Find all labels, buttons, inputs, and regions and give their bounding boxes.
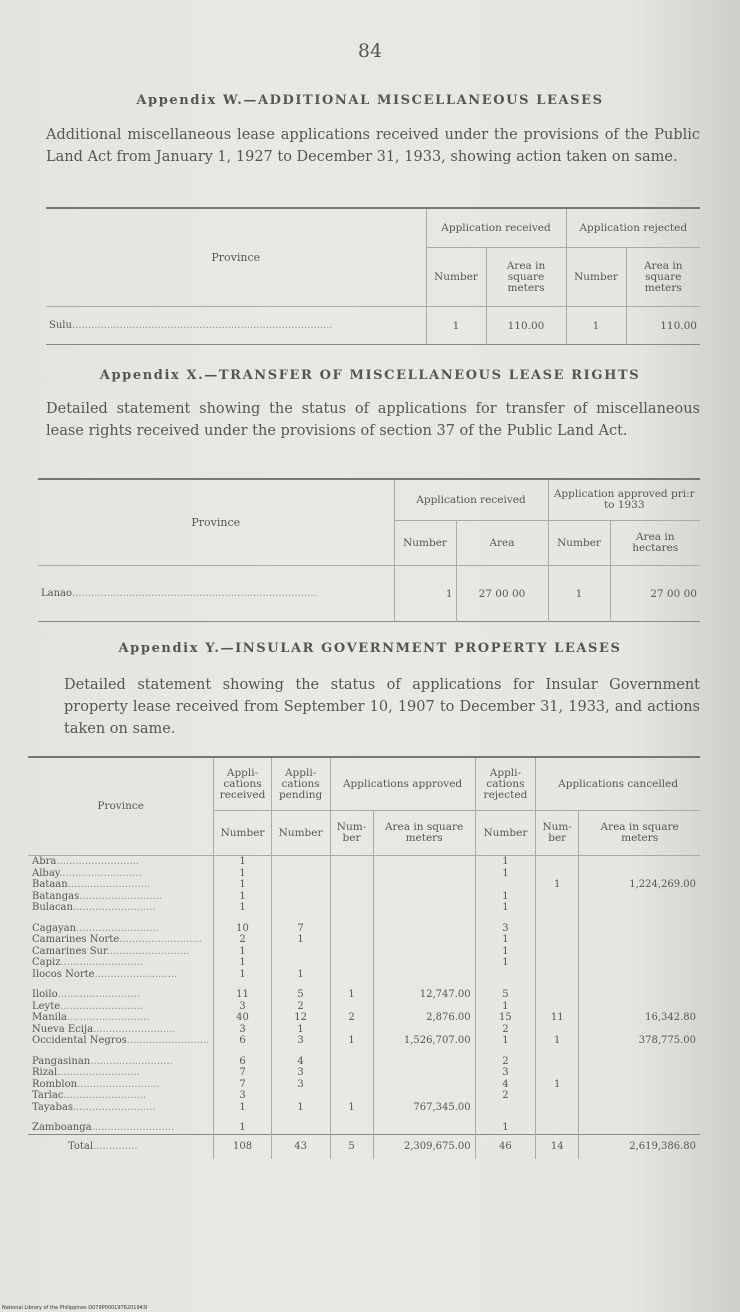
table-row xyxy=(28,946,700,958)
header-received: Application received xyxy=(426,208,566,248)
cell-value: 3 xyxy=(271,1035,330,1047)
cell-value: 2 xyxy=(330,1012,373,1024)
province-cell: Abra.......................... xyxy=(32,856,140,867)
cell-value xyxy=(271,891,330,903)
cell-value: 1 xyxy=(214,1122,271,1134)
total-row xyxy=(28,1134,700,1159)
province-name: Capiz xyxy=(32,957,61,968)
cell-value xyxy=(271,1090,330,1102)
cell-value: 27 00 00 xyxy=(456,566,548,622)
cell-value: 2 xyxy=(214,934,271,946)
table-row: Sulu.................................................................................. 1 110.00 1 110.00 xyxy=(46,307,700,345)
cell-value: 3 xyxy=(271,1079,330,1091)
cell-value: 1 xyxy=(536,1035,579,1047)
province-cell: Iloilo.......................... xyxy=(32,989,141,1000)
cell-value xyxy=(579,1090,700,1102)
cell-value: 1 xyxy=(536,1079,579,1091)
cell-value: 2 xyxy=(475,1056,536,1068)
cell-value xyxy=(271,856,330,868)
cell-value xyxy=(579,1122,700,1134)
province-cell: Albay.......................... xyxy=(32,867,142,879)
table-row xyxy=(28,957,700,969)
cell-value xyxy=(579,957,700,969)
header-province: Province xyxy=(97,800,144,812)
cell-value: 1 xyxy=(475,934,536,946)
cell-value: 1 xyxy=(214,891,271,903)
province-name: Sulu xyxy=(49,320,72,331)
appendix-y-description: Detailed statement showing the status of applications for Insular Government property lease received from September 10, 1907 to December 31, 1933, and actions taken on same. xyxy=(64,677,700,737)
cell-value: 2,876.00 xyxy=(373,1012,475,1024)
province-cell: Occidental Negros.......................... xyxy=(32,1035,210,1046)
cell-value xyxy=(330,1122,373,1134)
cell-value: 1 xyxy=(475,1122,536,1134)
cell-value xyxy=(579,856,700,868)
group-spacer xyxy=(28,980,700,989)
province-cell: Nueva Ecija.......................... xyxy=(32,1023,176,1035)
cell-value xyxy=(373,856,475,868)
table-row xyxy=(28,1001,700,1013)
province-cell: Capiz.......................... xyxy=(32,957,144,968)
cell-value xyxy=(271,902,330,914)
table-row: Lanao............................................................................. 1 27 00 00 1 27 00 00 xyxy=(38,566,700,622)
appendix-x-description: Detailed statement showing the status of applications for transfer of miscellaneous lease rights received under the provisions of section 37 of the Public Land Act. xyxy=(46,401,700,439)
cell-value: 1 xyxy=(214,946,271,958)
cell-value xyxy=(330,891,373,903)
cell-value xyxy=(373,1001,475,1013)
appendix-w-table xyxy=(46,207,700,345)
cell-value: 1 xyxy=(475,868,536,880)
table-row xyxy=(28,891,700,903)
cell-value xyxy=(330,923,373,935)
cell-value: 1 xyxy=(214,1102,271,1114)
cell-value: 3 xyxy=(214,1001,271,1013)
province-name: Abra xyxy=(32,856,57,867)
cell-value xyxy=(536,1056,579,1068)
cell-value xyxy=(579,891,700,903)
table-row xyxy=(28,1012,700,1024)
cell-value: 2 xyxy=(475,1090,536,1102)
header-pending: Appli- cations pending xyxy=(271,757,330,811)
cell-value xyxy=(271,1122,330,1134)
cell-value: 2,309,675.00 xyxy=(373,1134,475,1159)
cell-value: 40 xyxy=(214,1012,271,1024)
province-name: Occidental Negros xyxy=(32,1035,127,1046)
cell-value xyxy=(271,946,330,958)
province-name: Camarines Norte xyxy=(32,934,120,945)
cell-value: 11 xyxy=(536,1012,579,1024)
cell-value: 378,775.00 xyxy=(579,1035,700,1047)
cell-value xyxy=(330,879,373,891)
cell-value: 1 xyxy=(475,856,536,868)
cell-value: 1 xyxy=(330,989,373,1001)
cell-value: 767,345.00 xyxy=(373,1102,475,1114)
appendix-y-rows xyxy=(28,856,700,1159)
cell-value xyxy=(579,1024,700,1036)
table-row xyxy=(28,989,700,1001)
province-name: Rizal xyxy=(32,1067,58,1078)
cell-value xyxy=(536,1122,579,1134)
cell-value: 1 xyxy=(214,902,271,914)
cell-value: 108 xyxy=(214,1134,271,1159)
cell-value xyxy=(579,923,700,935)
table-row xyxy=(28,1024,700,1036)
cell-value xyxy=(475,969,536,981)
cell-value: 3 xyxy=(271,1067,330,1079)
header-num-ber: Num- ber xyxy=(536,811,579,856)
cell-value: 1 xyxy=(330,1102,373,1114)
group-spacer xyxy=(28,1047,700,1056)
table-row xyxy=(28,1035,700,1047)
header-number: Number xyxy=(475,811,536,856)
cell-value xyxy=(330,969,373,981)
page-number: 84 xyxy=(357,40,383,62)
cell-value xyxy=(536,957,579,969)
table-row xyxy=(28,1079,700,1091)
cell-value xyxy=(536,902,579,914)
province-cell: Bulacan.......................... xyxy=(32,902,156,913)
header-number: Number xyxy=(271,811,330,856)
header-number: Number xyxy=(426,248,486,307)
cell-value xyxy=(330,902,373,914)
appendix-w-description: Additional miscellaneous lease applications received under the provisions of the Public Land Act from January 1, 1927 to December 31, 1933, showing action taken on same. xyxy=(46,127,700,165)
province-name: Tarlac xyxy=(32,1090,64,1101)
group-spacer xyxy=(28,914,700,923)
province-cell: Tarlac.......................... xyxy=(32,1090,147,1101)
cell-value xyxy=(536,856,579,868)
header-province: Province xyxy=(191,516,241,529)
cell-value: 15 xyxy=(475,1012,536,1024)
province-cell: Bataan.......................... xyxy=(32,879,151,890)
cell-value: 1 xyxy=(566,307,626,345)
cell-value xyxy=(579,1102,700,1114)
cell-value: 110.00 xyxy=(486,307,566,345)
cell-value: 1 xyxy=(271,934,330,946)
cell-value xyxy=(579,1079,700,1091)
header-area-hectares: Area in hectares xyxy=(610,521,700,566)
cell-value xyxy=(373,1090,475,1102)
cell-value: 1 xyxy=(475,1035,536,1047)
header-rejected: Appli- cations rejected xyxy=(475,757,536,811)
province-cell: Leyte.......................... xyxy=(32,1000,143,1012)
province-cell: Camarines Sur.......................... xyxy=(32,945,190,957)
province-cell: Zamboanga.......................... xyxy=(32,1122,175,1133)
cell-value: 14 xyxy=(536,1134,579,1159)
cell-value: 1 xyxy=(475,957,536,969)
cell-value xyxy=(536,989,579,1001)
total-label-cell: Total.............. xyxy=(28,1134,214,1159)
header-number: Number xyxy=(566,248,626,307)
cell-value xyxy=(330,1001,373,1013)
province-name: Albay xyxy=(32,867,60,879)
cell-value: 3 xyxy=(475,923,536,935)
cell-value: 3 xyxy=(214,1090,271,1102)
province-name: Romblon xyxy=(32,1078,78,1090)
cell-value xyxy=(579,1001,700,1013)
header-area: Area xyxy=(456,521,548,566)
cell-value xyxy=(536,923,579,935)
cell-value xyxy=(536,868,579,880)
province-cell: Ilocos Norte.......................... xyxy=(32,968,178,980)
cell-value: 1 xyxy=(214,957,271,969)
cell-value: 1 xyxy=(548,566,610,622)
cell-value: 1 xyxy=(475,902,536,914)
header-province: Province xyxy=(211,251,261,264)
header-received: Application received xyxy=(394,479,548,521)
cell-value xyxy=(579,969,700,981)
cell-value xyxy=(475,879,536,891)
header-area: Area in square meters xyxy=(626,248,700,307)
cell-value xyxy=(373,1067,475,1079)
cell-value xyxy=(330,1067,373,1079)
cell-value: 7 xyxy=(214,1067,271,1079)
cell-value xyxy=(373,1079,475,1091)
province-name: Lanao xyxy=(41,588,72,599)
cell-value: 27 00 00 xyxy=(610,566,700,622)
cell-value: 1 xyxy=(426,307,486,345)
header-number: Number xyxy=(214,811,271,856)
cell-value xyxy=(579,946,700,958)
cell-value xyxy=(271,879,330,891)
cell-value xyxy=(330,1024,373,1036)
cell-value: 5 xyxy=(330,1134,373,1159)
header-num-ber: Num- ber xyxy=(330,811,373,856)
header-number: Number xyxy=(548,521,610,566)
table-row xyxy=(28,934,700,946)
province-name: Cagayan xyxy=(32,922,77,934)
cell-value: 12 xyxy=(271,1012,330,1024)
header-received: Appli- cations received xyxy=(214,757,271,811)
table-row xyxy=(28,1056,700,1068)
cell-value: 46 xyxy=(475,1134,536,1159)
province-cell: Cagayan.......................... xyxy=(32,922,159,934)
cell-value: 1 xyxy=(214,868,271,880)
header-area: Area in square meters xyxy=(373,811,475,856)
cell-value: 2 xyxy=(475,1024,536,1036)
footer-credit: National Library of the Philippines D079P0001976201943I xyxy=(2,1305,148,1311)
appendix-y-table xyxy=(28,756,700,1159)
cell-value xyxy=(475,1102,536,1114)
cell-value: 3 xyxy=(475,1067,536,1079)
cell-value: 1 xyxy=(214,856,271,868)
table-row xyxy=(28,868,700,880)
cell-value: 1 xyxy=(271,1102,330,1114)
cell-value xyxy=(373,923,475,935)
cell-value: 6 xyxy=(214,1035,271,1047)
table-row xyxy=(28,902,700,914)
cell-value xyxy=(536,934,579,946)
cell-value xyxy=(579,989,700,1001)
cell-value xyxy=(373,879,475,891)
cell-value xyxy=(330,868,373,880)
province-cell: Romblon.......................... xyxy=(32,1078,160,1090)
cell-value: 1 xyxy=(271,969,330,981)
cell-value xyxy=(330,934,373,946)
cell-value xyxy=(536,969,579,981)
cell-value: 16,342.80 xyxy=(579,1012,700,1024)
cell-value xyxy=(271,868,330,880)
cell-value xyxy=(330,1079,373,1091)
cell-value: 12,747.00 xyxy=(373,989,475,1001)
cell-value: 4 xyxy=(271,1056,330,1068)
table-row xyxy=(28,1067,700,1079)
cell-value xyxy=(373,1122,475,1134)
cell-value: 43 xyxy=(271,1134,330,1159)
province-name: Bulacan xyxy=(32,902,73,913)
cell-value: 2 xyxy=(271,1001,330,1013)
table-row xyxy=(28,923,700,935)
cell-value: 10 xyxy=(214,923,271,935)
cell-value xyxy=(330,1090,373,1102)
cell-value: 3 xyxy=(214,1024,271,1036)
cell-value xyxy=(536,1001,579,1013)
cell-value xyxy=(373,957,475,969)
cell-value xyxy=(373,902,475,914)
cell-value xyxy=(579,868,700,880)
cell-value: 7 xyxy=(271,923,330,935)
cell-value xyxy=(536,1024,579,1036)
cell-value xyxy=(373,868,475,880)
province-cell: Rizal.......................... xyxy=(32,1067,140,1078)
cell-value: 5 xyxy=(475,989,536,1001)
cell-value xyxy=(536,891,579,903)
cell-value: 1 xyxy=(475,946,536,958)
header-cancelled: Applications cancelled xyxy=(536,757,700,811)
province-cell: Pangasinan.......................... xyxy=(32,1055,173,1067)
table-row xyxy=(28,1102,700,1114)
table-row xyxy=(28,879,700,891)
province-name: Nueva Ecija xyxy=(32,1023,94,1035)
province-cell: Manila.......................... xyxy=(32,1012,150,1023)
appendix-w-title: Appendix W.—ADDITIONAL MISCELLANEOUS LEASES xyxy=(136,93,604,108)
header-area: Area in square meters xyxy=(486,248,566,307)
province-name: Iloilo xyxy=(32,989,58,1000)
province-cell: Camarines Norte.......................... xyxy=(32,934,202,945)
province-cell: Tayabas.......................... xyxy=(32,1101,156,1113)
cell-value: 1 xyxy=(536,879,579,891)
cell-value xyxy=(373,1024,475,1036)
province-name: Bataan xyxy=(32,879,68,890)
header-number: Number xyxy=(394,521,456,566)
table-row xyxy=(28,1090,700,1102)
province-name: Leyte xyxy=(32,1000,61,1012)
cell-value: 7 xyxy=(214,1079,271,1091)
cell-value xyxy=(271,957,330,969)
province-name: Ilocos Norte xyxy=(32,968,95,980)
province-cell: Batangas.......................... xyxy=(32,890,162,902)
cell-value: 1,224,269.00 xyxy=(579,879,700,891)
cell-value: 4 xyxy=(475,1079,536,1091)
total-label: Total xyxy=(68,1140,94,1152)
cell-value xyxy=(579,1056,700,1068)
cell-value xyxy=(373,934,475,946)
cell-value xyxy=(373,1056,475,1068)
cell-value: 11 xyxy=(214,989,271,1001)
appendix-x-title: Appendix X.—TRANSFER OF MISCELLANEOUS LEASE RIGHTS xyxy=(99,368,641,383)
cell-value xyxy=(330,1056,373,1068)
table-row xyxy=(28,856,700,868)
cell-value xyxy=(330,957,373,969)
header-rejected: Application rejected xyxy=(566,208,700,248)
cell-value xyxy=(536,1067,579,1079)
appendix-x-table xyxy=(38,478,700,622)
province-name: Batangas xyxy=(32,890,80,902)
cell-value xyxy=(330,946,373,958)
cell-value xyxy=(579,902,700,914)
cell-value xyxy=(536,1102,579,1114)
cell-value: 1 xyxy=(271,1024,330,1036)
cell-value: 5 xyxy=(271,989,330,1001)
cell-value xyxy=(579,1067,700,1079)
province-name: Pangasinan xyxy=(32,1055,91,1067)
province-name: Tayabas xyxy=(32,1101,73,1113)
cell-value: 2,619,386.80 xyxy=(579,1134,700,1159)
cell-value: 1 xyxy=(475,891,536,903)
cell-value: 1 xyxy=(475,1001,536,1013)
cell-value: 1 xyxy=(214,879,271,891)
cell-value xyxy=(536,946,579,958)
table-row xyxy=(28,1122,700,1134)
appendix-y-title: Appendix Y.—INSULAR GOVERNMENT PROPERTY LEASES xyxy=(118,641,622,656)
group-spacer xyxy=(28,1113,700,1122)
cell-value: 1 xyxy=(330,1035,373,1047)
province-name: Camarines Sur xyxy=(32,945,107,957)
cell-value xyxy=(373,969,475,981)
province-name: Zamboanga xyxy=(32,1122,92,1133)
header-approved: Applications approved xyxy=(330,757,475,811)
cell-value xyxy=(330,856,373,868)
cell-value: 1 xyxy=(214,969,271,981)
cell-value xyxy=(536,1090,579,1102)
header-area: Area in square meters xyxy=(579,811,700,856)
cell-value xyxy=(373,891,475,903)
cell-value xyxy=(579,934,700,946)
cell-value: 1 xyxy=(394,566,456,622)
cell-value: 110.00 xyxy=(626,307,700,345)
header-approved: Application approved pri:r to 1933 xyxy=(548,479,700,521)
cell-value: 6 xyxy=(214,1056,271,1068)
cell-value xyxy=(373,946,475,958)
cell-value: 1,526,707.00 xyxy=(373,1035,475,1047)
table-row xyxy=(28,969,700,981)
province-name: Manila xyxy=(32,1012,67,1023)
